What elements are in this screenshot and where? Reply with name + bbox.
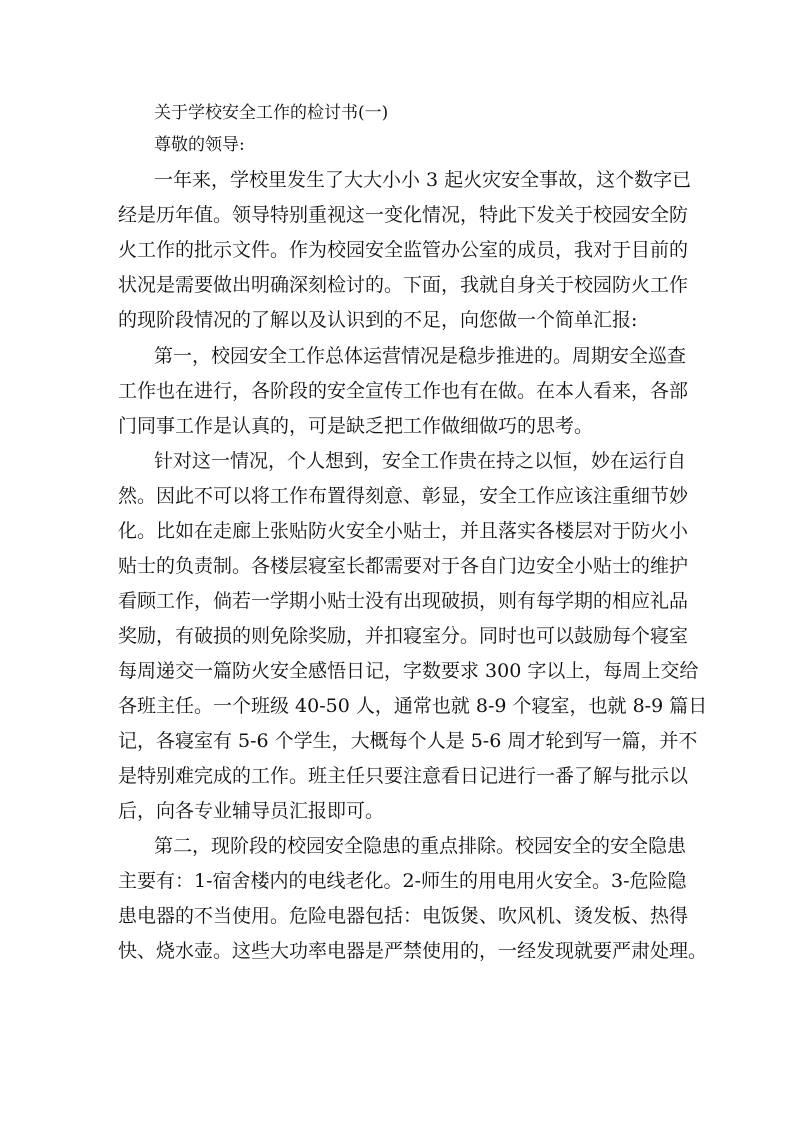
text-line: 患电器的不当使用。危险电器包括：电饭煲、吹风机、烫发板、热得 [118,905,689,927]
text-line: 是特别难完成的工作。班主任只要注意看日记进行一番了解与批示以 [118,765,689,787]
text-line: 化。比如在走廊上张贴防火安全小贴士，并且落实各楼层对于防火小 [118,520,689,542]
text-line: 贴士的负责制。各楼层寝室长都需要对于各自门边安全小贴士的维护 [118,555,689,577]
text-line: 主要有：1-宿舍楼内的电线老化。2-师生的用电用火安全。3-危险隐 [118,870,687,892]
text-line: 奖励，有破损的则免除奖励，并扣寝室分。同时也可以鼓励每个寝室 [118,625,689,647]
document-title: 关于学校安全工作的检讨书(一) [154,103,389,123]
salutation: 尊敬的领导: [154,135,245,155]
text-line: 记，各寝室有 5-6 个学生，大概每个人是 5-6 周才轮到写一篇，并不 [118,730,698,752]
text-line: 门同事工作是认真的，可是缺乏把工作做细做巧的思考。 [118,415,594,437]
text-line: 各班主任。一个班级 40-50 人，通常也就 8-9 个寝室，也就 8-9 篇日 [118,695,708,717]
text-line: 火工作的批示文件。作为校园安全监管办公室的成员，我对于目前的 [118,239,689,261]
text-line: 状况是需要做出明确深刻检讨的。下面，我就自身关于校园防火工作 [118,274,689,296]
text-line: 每周递交一篇防火安全感悟日记，字数要求 300 字以上，每周上交给 [118,660,699,682]
text-line: 工作也在进行，各阶段的安全宣传工作也有在做。在本人看来，各部 [118,380,689,402]
text-line: 第二，现阶段的校园安全隐患的重点排除。校园安全的安全隐患 [154,835,687,857]
text-line: 第一，校园安全工作总体运营情况是稳步推进的。周期安全巡查 [154,345,687,367]
text-line: 快、烧水壶。这些大功率电器是严禁使用的，一经发现就要严肃处理。 [118,940,708,962]
text-line: 然。因此不可以将工作布置得刻意、彰显，安全工作应该注重细节妙 [118,485,689,507]
text-line: 后，向各专业辅导员汇报即可。 [118,800,385,822]
text-line: 看顾工作，倘若一学期小贴士没有出现破损，则有每学期的相应礼品 [118,590,689,612]
text-line: 经是历年值。领导特别重视这一变化情况，特此下发关于校园安全防 [118,204,689,226]
text-line: 的现阶段情况的了解以及认识到的不足，向您做一个简单汇报: [118,309,638,331]
text-line: 针对这一情况，个人想到，安全工作贵在持之以恒，妙在运行自 [154,450,687,472]
text-line: 一年来，学校里发生了大大小小 3 起火灾安全事故，这个数字已 [154,169,692,191]
